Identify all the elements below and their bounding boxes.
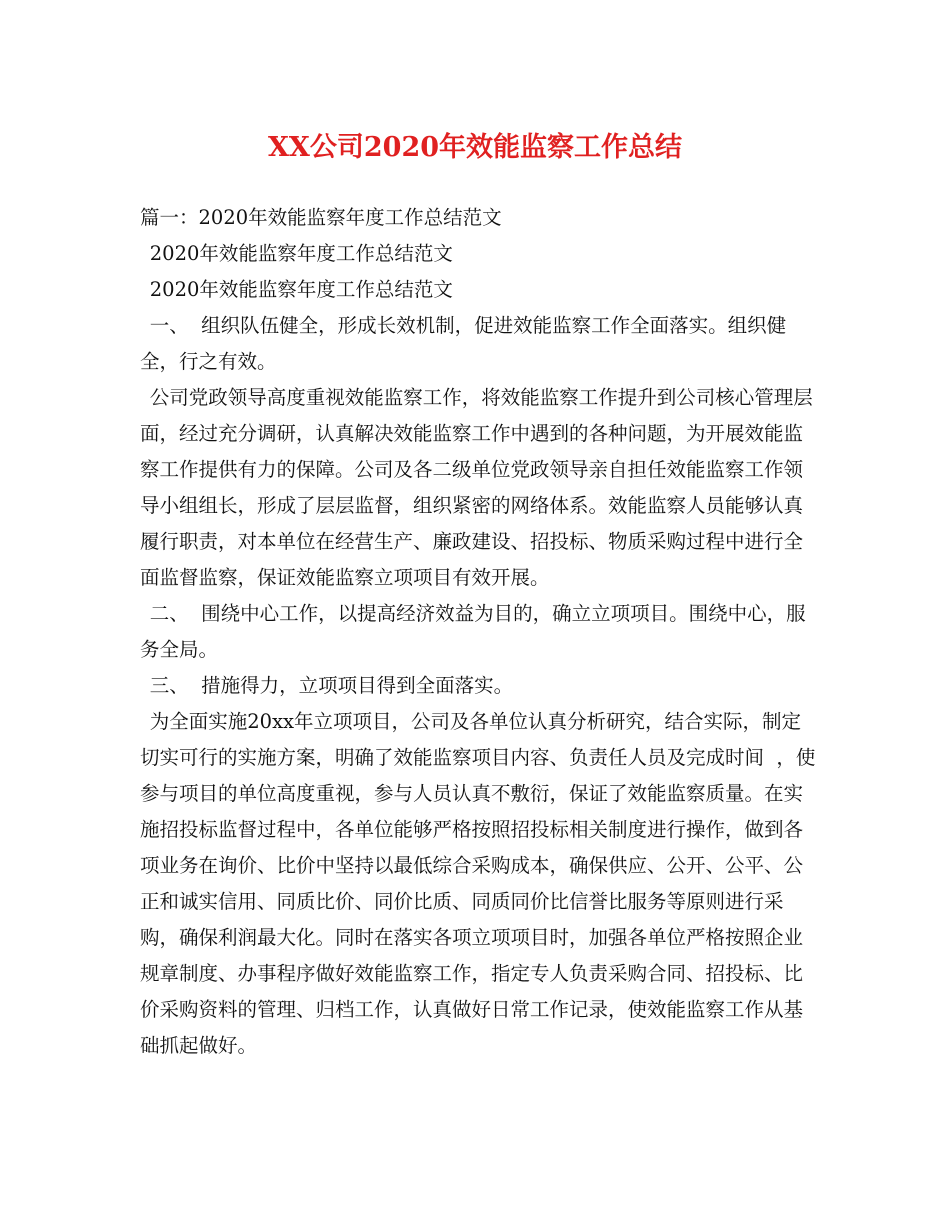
paragraph-body-2: 为全面实施20xx年立项项目，公司及各单位认真分析研究，结合实际，制定切实可行的实施方案，明确了效能监察项目内容、负责任人员及完成时间 ，使参与项目的单位高度重视，参与人员认真不敷衍，保证了效能监察质量。在实施招投标监督过程中，各单位能够严格按照招投标相关制度进行操作，做到各项业务在询价、比价中坚持以最低综合采购成本，确保供应、公开、公平、公正和诚实信用、同质比价、同价比质、同质同价比信誉比服务等原则进行采购，确保利润最大化。同时在落实各项立项项目时，加强各单位严格按照企业规章制度、办事程序做好效能监察工作，指定专人负责采购合同、招投标、比价采购资料的管理、归档工作，认真做好日常工作记录，使效能监察工作从基础抓起做好。 bbox=[140, 710, 816, 1057]
paragraph-subtitle-1: 2020年效能监察年度工作总结范文 bbox=[149, 242, 453, 265]
paragraph-point-two: 二、 围绕中心工作，以提高经济效益为目的，确立立项项目。围绕中心，服务全局。 bbox=[140, 602, 806, 661]
paragraph-body-1: 公司党政领导高度重视效能监察工作，将效能监察工作提升到公司核心管理层面，经过充分调研，认真解决效能监察工作中遇到的各种问题，为开展效能监察工作提供有力的保障。公司及各二级单位党政领导亲自担任效能监察工作领导小组组长，形成了层层监督，组织紧密的网络体系。效能监察人员能够认真履行职责，对本单位在经营生产、廉政建设、招投标、物质采购过程中进行全面监督监察，保证效能监察立项项目有效开展。 bbox=[140, 386, 813, 589]
document-body bbox=[140, 200, 820, 1064]
paragraph-subtitle-2: 2020年效能监察年度工作总结范文 bbox=[149, 278, 453, 301]
paragraph-point-one: 一、 组织队伍健全，形成长效机制，促进效能监察工作全面落实。组织健全，行之有效。 bbox=[140, 314, 787, 373]
document-title: XX公司2020年效能监察工作总结 bbox=[267, 132, 683, 163]
paragraph-section-heading: 篇一：2020年效能监察年度工作总结范文 bbox=[140, 206, 502, 229]
paragraph-point-three: 三、 措施得力，立项项目得到全面落实。 bbox=[149, 674, 514, 697]
